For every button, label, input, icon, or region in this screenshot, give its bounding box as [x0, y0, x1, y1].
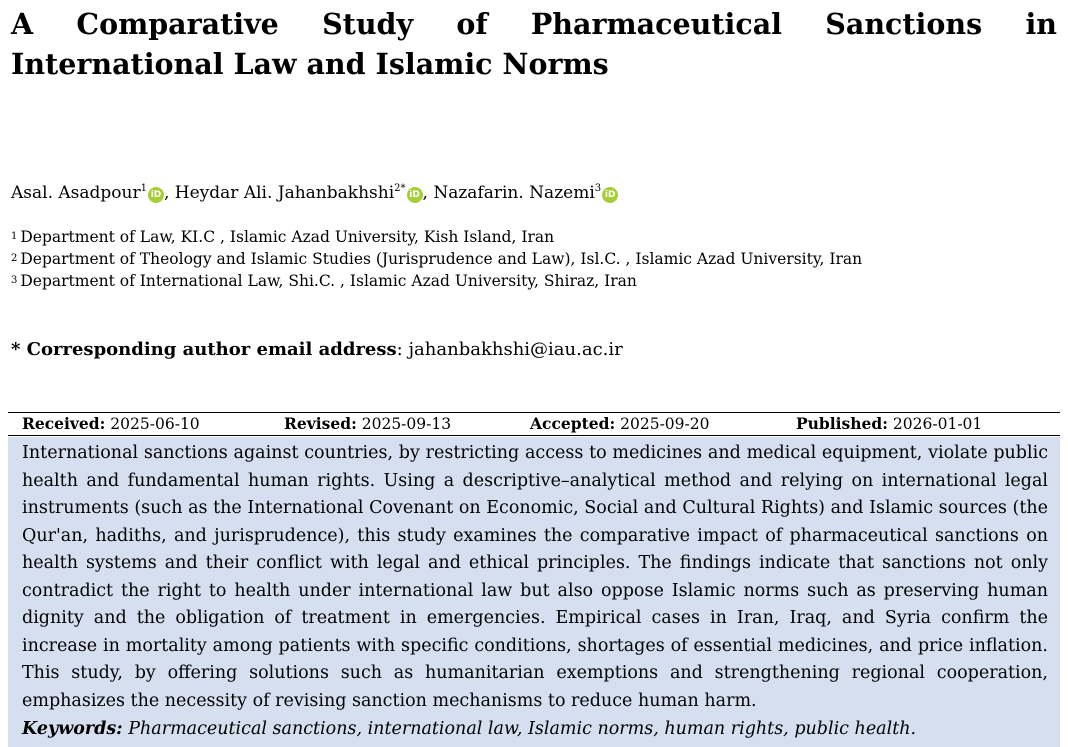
abstract-text: International sanctions against countries, by restricting access to medicines and medical equipment, violate public health and fundamental human rights. Using a descriptive–analytical method and relying on international legal instruments (such as the International Covenant on Economic, Social and Cultural Rights) and Islamic sources (the Qur'an, hadiths, and jurisprudence), this study examines the comparative impact of pharmaceutical sanctions on health systems and their conflict with legal and ethical principles. The findings indicate that sanctions not only contradict the right to health under international law but also oppose Islamic norms such as preserving human dignity and the obligation of treatment in emergencies. Empirical cases in Iran, Iraq, and Syria confirm the increase in mortality among patients with specific conditions, shortages of essential medicines, and price inflation. This study, by offering solutions such as humanitarian exemptions and strengthening regional cooperation, emphasizes the necessity of revising sanction mechanisms to reduce human harm.	[22, 443, 1048, 711]
affiliation-number: 1	[11, 231, 18, 242]
corresponding-author	[11, 338, 623, 362]
affiliation-text: Department of Law, KI.C , Islamic Azad University, Kish Island, Iran	[20, 228, 555, 246]
paper-title: A Comparative Study of Pharmaceutical Sanctions in International Law and Islamic Norms	[11, 7, 1057, 81]
affiliation-text: Department of Theology and Islamic Studies (Jurisprudence and Law), Isl.C. , Islamic Azad University, Iran	[20, 250, 863, 268]
accepted-date	[530, 413, 710, 435]
dates-bar	[8, 412, 1060, 436]
published-value: 2026-01-01	[892, 415, 983, 433]
corresponding-separator: :	[396, 339, 403, 360]
affiliation-item	[11, 226, 862, 248]
orcid-icon[interactable]: iD	[148, 187, 164, 203]
received-label: Received:	[22, 414, 106, 433]
corresponding-email[interactable]: jahanbakhshi@iau.ac.ir	[408, 339, 623, 360]
published-date	[796, 413, 982, 435]
affiliation-item	[11, 248, 862, 270]
author-list: Asal. Asadpour$^1$iD , Heydar Ali. Jahanbakhshi$^{2*}$iD , Nazafarin. Nazemi$^3$iD	[11, 178, 618, 204]
accepted-value: 2025-09-20	[620, 415, 710, 433]
published-label: Published:	[796, 414, 888, 433]
orcid-icon[interactable]: iD	[602, 187, 618, 203]
author-affiliation-mark: 1	[140, 183, 147, 194]
author-affiliation-mark: 3	[594, 183, 602, 194]
abstract-box	[8, 437, 1060, 747]
author-name: Asal. Asadpour	[11, 183, 141, 203]
corresponding-label: * Corresponding author email address	[11, 339, 397, 360]
author-name: Heydar Ali. Jahanbakhshi	[174, 183, 395, 203]
revised-date	[284, 413, 451, 435]
keywords-label: Keywords:	[22, 719, 123, 739]
keywords	[22, 715, 1048, 743]
revised-value: 2025-09-13	[361, 415, 452, 433]
affiliation-number: 3	[11, 275, 18, 286]
affiliation-item	[11, 270, 862, 292]
accepted-label: Accepted:	[530, 414, 616, 433]
received-date	[22, 413, 200, 435]
orcid-icon[interactable]: iD	[407, 187, 423, 203]
received-value: 2025-06-10	[110, 415, 200, 433]
author-name: Nazafarin. Nazemi	[433, 183, 595, 203]
affiliation-text: Department of International Law, Shi.C. , Islamic Azad University, Shiraz, Iran	[20, 272, 637, 290]
affiliation-list	[11, 226, 862, 292]
revised-label: Revised:	[284, 414, 357, 433]
keywords-text: Pharmaceutical sanctions, international law, Islamic norms, human rights, public health.	[128, 719, 917, 739]
author-affiliation-mark: 2*	[394, 183, 406, 194]
affiliation-number: 2	[11, 253, 18, 264]
